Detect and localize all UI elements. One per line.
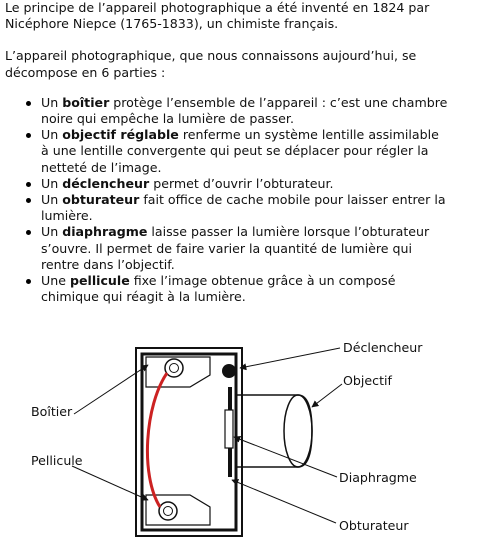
bullet-icon: [26, 133, 31, 138]
parts-list: [5, 95, 477, 306]
bullet-icon: [26, 279, 31, 284]
film-strip: [147, 373, 167, 507]
label-declencheur: Déclencheur: [343, 340, 423, 355]
bottom-spool-icon: [159, 502, 177, 520]
shutter-button-icon: [222, 364, 236, 378]
lead-line-1: L’appareil photographique, que nous connaissons aujourd’hui, se: [5, 48, 417, 64]
diaphragm-opening: [225, 410, 233, 448]
lead-paragraph: [5, 48, 477, 80]
leader-objectif: [312, 384, 342, 407]
intro-paragraph: [5, 0, 477, 32]
part-term: boîtier: [62, 94, 110, 110]
list-item: Un déclencheur permet d’ouvrir l’obturateur.: [5, 176, 477, 192]
part-term: objectif réglable: [62, 127, 179, 143]
label-pellicule: Pellicule: [31, 453, 83, 468]
bullet-icon: [26, 230, 31, 235]
part-term: obturateur: [62, 192, 140, 208]
lens-barrel: [236, 395, 312, 467]
bullet-icon: [26, 182, 31, 187]
leader-obturateur: [232, 480, 336, 523]
intro-line-2: Nicéphore Niepce (1765-1833), un chimiste français.: [5, 16, 339, 32]
list-item: Un obturateur fait office de cache mobile pour laisser entrer la lumière.: [5, 192, 477, 224]
list-item: Une pellicule fixe l’image obtenue grâce à un composé chimique qui réagit à la lumière.: [5, 273, 477, 305]
label-boitier: Boîtier: [31, 404, 73, 419]
label-objectif: Objectif: [343, 373, 392, 388]
label-diaphragme: Diaphragme: [339, 470, 417, 485]
camera-diagram: [0, 325, 480, 549]
list-item: Un diaphragme laisse passer la lumière lorsque l’obturateur s’ouvre. Il permet de faire varier la quantité de lumière qui rentre dans l’objectif.: [5, 224, 477, 273]
part-term: diaphragme: [62, 224, 148, 240]
leader-declencheur: [240, 348, 340, 368]
label-obturateur: Obturateur: [339, 518, 409, 533]
list-item: Un objectif réglable renferme un système lentille assimilable à une lentille convergente qui peut se déplacer pour régler la netteté de l’image.: [5, 127, 477, 176]
camera-body-inner: [142, 354, 236, 530]
list-item: Un boîtier protège l’ensemble de l’appareil : c’est une chambre noire qui empêche la lumière de passer.: [5, 95, 477, 127]
part-term: pellicule: [69, 273, 130, 289]
document-text: [5, 0, 477, 305]
bullet-icon: [26, 101, 31, 106]
part-term: déclencheur: [62, 175, 150, 191]
lens-face: [284, 395, 312, 467]
lead-line-2: décompose en 6 parties :: [5, 64, 166, 80]
intro-line-1: Le principe de l’appareil photographique a été inventé en 1824 par: [5, 0, 430, 15]
bullet-icon: [26, 198, 31, 203]
